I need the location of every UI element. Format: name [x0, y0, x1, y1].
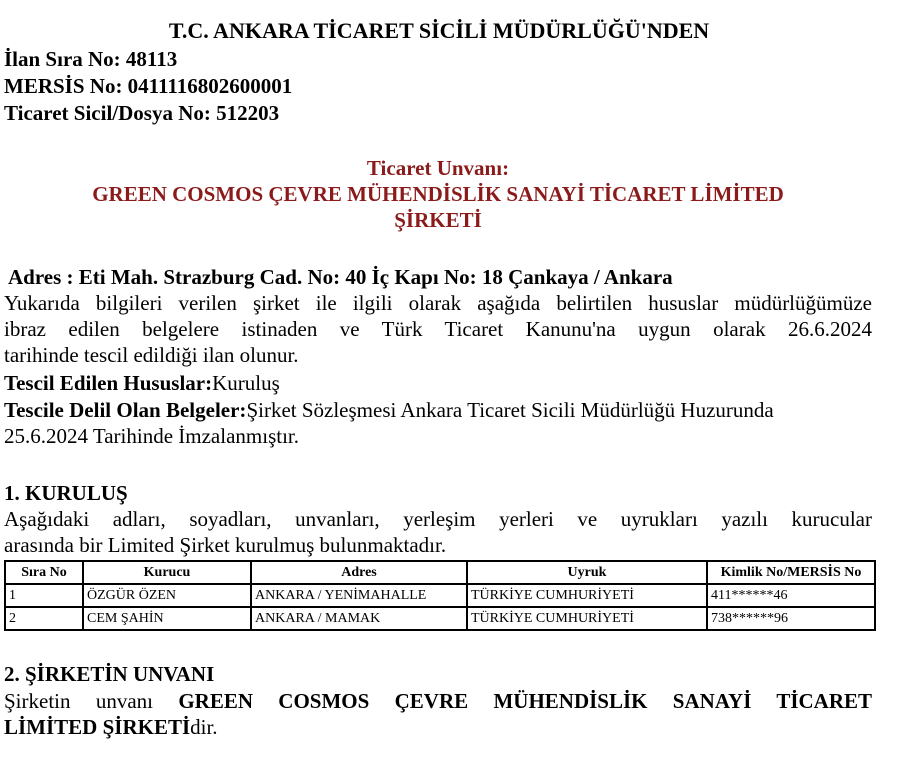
- section-2-prefix: Şirketin unvanı: [4, 689, 153, 713]
- cell-adres: ANKARA / MAMAK: [251, 607, 467, 630]
- registered-matters-label: Tescil Edilen Hususlar:: [4, 371, 213, 395]
- cell-uyruk: TÜRKİYE CUMHURİYETİ: [467, 607, 707, 630]
- cell-sira-no: 1: [5, 584, 83, 607]
- section-2-trade-name: GREEN COSMOS ÇEVRE MÜHENDİSLİK SANAYİ TİCARET: [178, 689, 873, 713]
- cell-adres: ANKARA / YENİMAHALLE: [251, 584, 467, 607]
- mersis-no: MERSİS No: 0411116802600001: [4, 74, 293, 98]
- cell-kimlik-no: 411******46: [707, 584, 875, 607]
- cell-kimlik-no: 738******96: [707, 607, 875, 630]
- header-adres: Adres: [251, 561, 467, 584]
- cell-uyruk: TÜRKİYE CUMHURİYETİ: [467, 584, 707, 607]
- table-header-row: [5, 561, 875, 584]
- registered-matters: [4, 370, 280, 396]
- authority-title: T.C. ANKARA TİCARET SİCİLİ MÜDÜRLÜĞÜ'NDEN: [168, 18, 710, 43]
- evidence-documents: [4, 397, 872, 423]
- intro-line-1: Yukarıda bilgileri verilen şirket ile ilgili olarak aşağıda belirtilen hususlar müdürlüğümüze: [4, 291, 872, 315]
- cell-kurucu: CEM ŞAHİN: [83, 607, 251, 630]
- section-2-line-2: [4, 714, 218, 740]
- company-address: Adres : Eti Mah. Strazburg Cad. No: 40 İç Kapı No: 18 Çankaya / Ankara: [8, 265, 673, 289]
- header-kurucu: Kurucu: [83, 561, 251, 584]
- ticaret-sicil-no: Ticaret Sicil/Dosya No: 512203: [4, 101, 280, 125]
- table-row: [5, 607, 875, 630]
- evidence-documents-line2: 25.6.2024 Tarihinde İmzalanmıştır.: [4, 424, 300, 448]
- section-2-heading: 2. ŞİRKETİN UNVANI: [4, 662, 215, 686]
- section-2-line-1: [4, 688, 872, 714]
- evidence-documents-value: Şirket Sözleşmesi Ankara Ticaret Sicili Müdürlüğü Huzurunda: [246, 398, 774, 422]
- registered-matters-value: Kuruluş: [212, 371, 280, 395]
- section-1-line-2: arasında bir Limited Şirket kurulmuş bulunmaktadır.: [4, 533, 447, 557]
- section-1-heading: 1. KURULUŞ: [4, 481, 128, 505]
- header-sira-no: Sıra No: [5, 561, 83, 584]
- header-kimlik-no: Kimlik No/MERSİS No: [707, 561, 875, 584]
- evidence-documents-label: Tescile Delil Olan Belgeler:: [4, 398, 247, 422]
- trade-name-label: Ticaret Unvanı:: [366, 156, 510, 180]
- ilan-sira-no: İlan Sıra No: 48113: [4, 47, 178, 71]
- founders-table: [4, 560, 876, 631]
- header-uyruk: Uyruk: [467, 561, 707, 584]
- trade-name-line1: GREEN COSMOS ÇEVRE MÜHENDİSLİK SANAYİ TİCARET LİMİTED: [92, 182, 784, 206]
- intro-line-3: tarihinde tescil edildiği ilan olunur.: [4, 343, 299, 367]
- trade-name-line2: ŞİRKETİ: [394, 208, 482, 232]
- section-2-trade-name-end: LİMİTED ŞİRKETİ: [4, 715, 191, 739]
- cell-sira-no: 2: [5, 607, 83, 630]
- intro-line-2: ibraz edilen belgelere istinaden ve Türk Ticaret Kanunu'na uygun olarak 26.6.2024: [4, 317, 872, 341]
- section-2-suffix: dir.: [190, 715, 218, 739]
- section-1-line-1: Aşağıdaki adları, soyadları, unvanları, yerleşim yerleri ve uyrukları yazılı kurucular: [4, 507, 872, 531]
- cell-kurucu: ÖZGÜR ÖZEN: [83, 584, 251, 607]
- table-row: [5, 584, 875, 607]
